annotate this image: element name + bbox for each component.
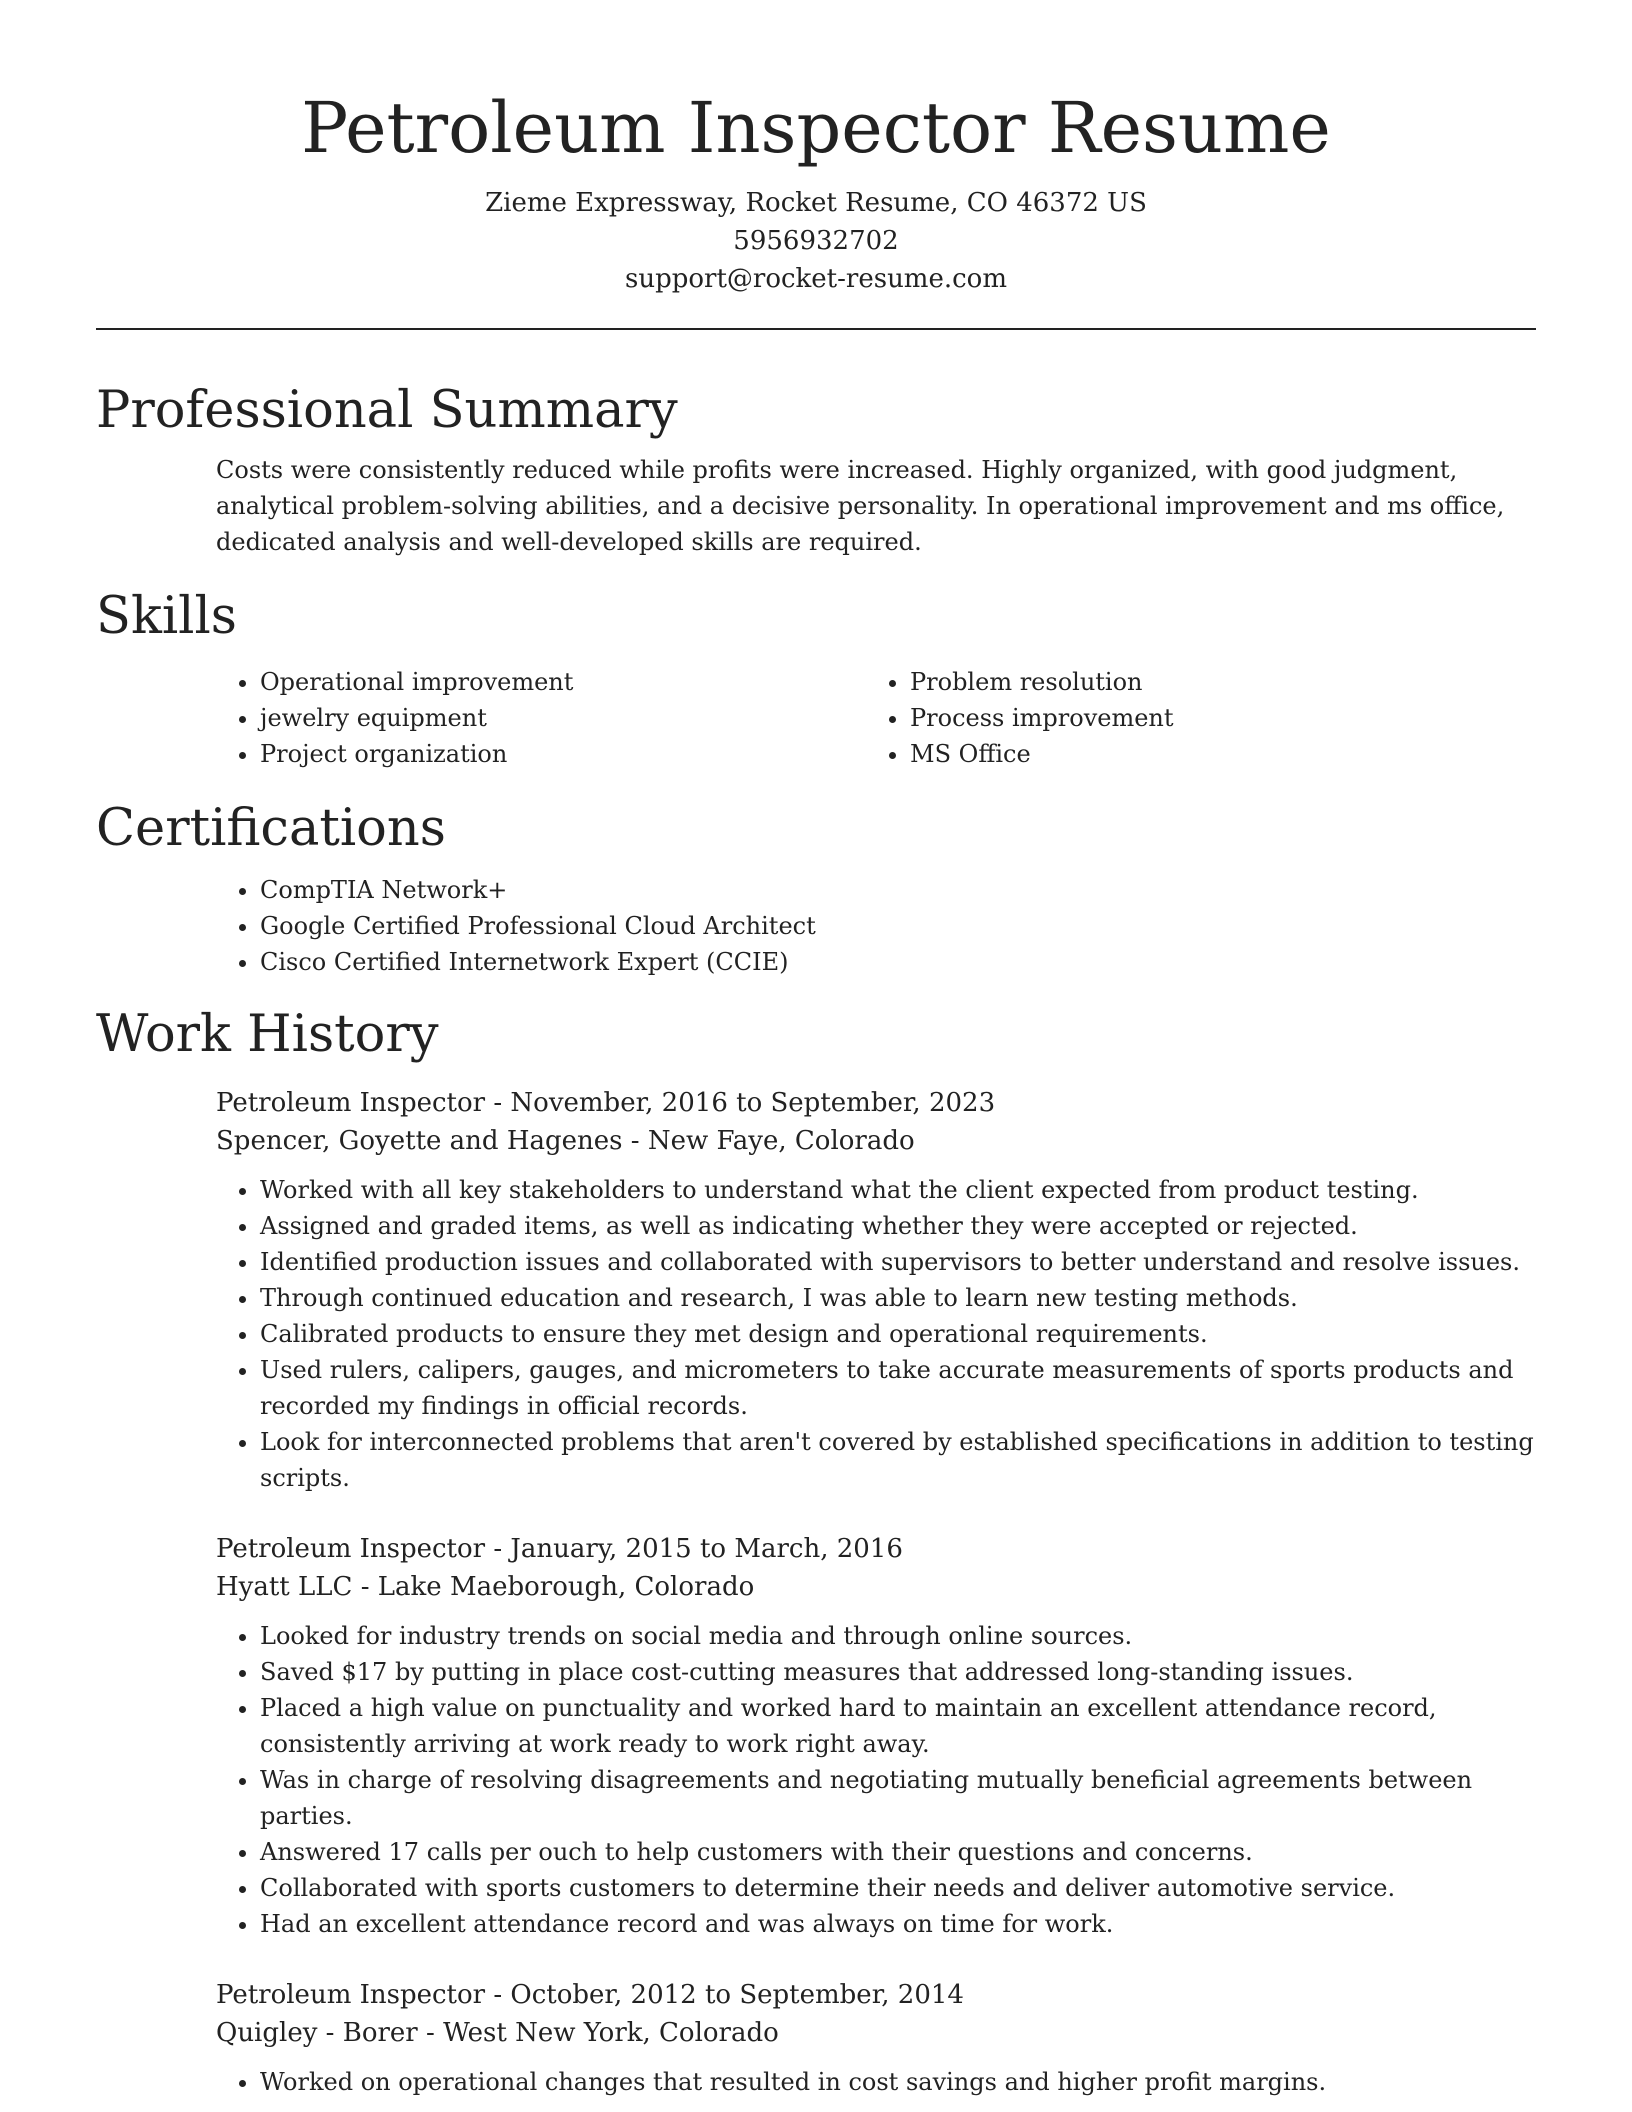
job-title: Petroleum Inspector [216,1534,486,1564]
job-bullet: • Looked for industry trends on social media and through online sources. [260,1618,1536,1654]
job-bullet: • Was in charge of resolving disagreements and negotiating mutually beneficial agreements between parties. [260,1762,1536,1834]
resume-title: Petroleum Inspector Resume [301,87,1331,169]
job-company-line: Hyatt LLC - Lake Maeborough, Colorado [216,1572,755,1602]
job-entry [216,1530,1536,1942]
summary-heading: Professional Summary [96,381,678,440]
job-bullet: • Worked with all key stakeholders to understand what the client expected from product testing. [260,1172,1536,1208]
certification-item: • CompTIA Network+ [260,872,1536,908]
resume-header [0,0,1632,298]
job-title: Petroleum Inspector [216,1088,486,1118]
job-bullet: • Look for interconnected problems that aren't covered by established specifications in addition to testing scripts. [260,1424,1536,1496]
summary-text-wrap [216,452,1536,560]
skills-heading: Skills [96,587,237,646]
job-bullet-list [216,1618,1536,1942]
job-company-line: Spencer, Goyette and Hagenes - New Faye, Colorado [216,1126,915,1156]
job-bullet: • Used rulers, calipers, gauges, and micrometers to take accurate measurements of sports products and recorded my findings in official records. [260,1352,1536,1424]
job-company: Hyatt LLC [216,1572,353,1602]
skill-item: • Process improvement [910,700,1516,736]
contact-phone: 5956932702 [733,226,899,256]
contact-block [0,184,1632,298]
job-title-line: Petroleum Inspector - January, 2015 to March, 2016 [216,1534,903,1564]
skills-grid [216,664,1536,772]
certifications-list [216,872,1536,980]
job-bullet: • Calibrated products to ensure they met design and operational requirements. [260,1316,1536,1352]
job-title-line: Petroleum Inspector - November, 2016 to September, 2023 [216,1088,996,1118]
job-bullet: • Placed a high value on punctuality and worked hard to maintain an excellent attendance record, consistently arriving at work ready to work right away. [260,1690,1536,1762]
skills-list-right [866,664,1516,772]
job-entry [216,1976,1536,2100]
job-bullet: • Collaborated with sports customers to determine their needs and deliver automotive service. [260,1870,1536,1906]
certification-item: • Cisco Certified Internetwork Expert (CCIE) [260,944,1536,980]
skill-item: • MS Office [910,736,1516,772]
job-dates: November, 2016 to September, 2023 [510,1088,996,1118]
job-bullet: • Through continued education and research, I was able to learn new testing methods. [260,1280,1536,1316]
job-bullet: • Had an excellent attendance record and was always on time for work. [260,1906,1536,1942]
certifications-heading: Certifications [96,799,446,858]
skills-list-left [216,664,866,772]
job-location: West New York, Colorado [443,2018,779,2048]
job-location: New Faye, Colorado [647,1126,915,1156]
job-bullet: • Answered 17 calls per ouch to help customers with their questions and concerns. [260,1834,1536,1870]
job-entry [216,1084,1536,1496]
job-company-line: Quigley - Borer - West New York, Colorado [216,2018,779,2048]
work-history-heading: Work History [96,1005,439,1064]
skill-item: • Operational improvement [260,664,866,700]
job-dates: October, 2012 to September, 2014 [510,1980,964,2010]
job-bullet: • Identified production issues and collaborated with supervisors to better understand and resolve issues. [260,1244,1536,1280]
summary-text: Costs were consistently reduced while profits were increased. Highly organized, with good judgment, analytical problem-solving abilities, and a decisive personality. In operational improvement and ms office, dedicated analysis and well-developed skills are required. [216,456,1505,556]
work-history-section [96,1000,1536,2100]
skill-item: • jewelry equipment [260,700,866,736]
job-dates: January, 2015 to March, 2016 [510,1534,903,1564]
header-divider [96,328,1536,330]
skill-item: • Problem resolution [910,664,1516,700]
job-bullet: • Assigned and graded items, as well as indicating whether they were accepted or rejected. [260,1208,1536,1244]
summary-section [96,376,1536,560]
certification-item: • Google Certified Professional Cloud Architect [260,908,1536,944]
skills-section [96,582,1536,772]
job-bullet: • Saved $17 by putting in place cost-cutting measures that addressed long-standing issues. [260,1654,1536,1690]
contact-address: Zieme Expressway, Rocket Resume, CO 46372 US [485,188,1147,218]
job-title-line: Petroleum Inspector - October, 2012 to September, 2014 [216,1980,964,2010]
skill-item: • Project organization [260,736,866,772]
job-bullet-list [216,2064,1536,2100]
job-company: Spencer, Goyette and Hagenes [216,1126,623,1156]
contact-email: support@rocket-resume.com [624,264,1007,294]
job-title: Petroleum Inspector [216,1980,486,2010]
job-location: Lake Maeborough, Colorado [377,1572,755,1602]
certifications-section [96,794,1536,980]
job-company: Quigley - Borer [216,2018,418,2048]
job-bullet-list [216,1172,1536,1496]
job-bullet: • Worked on operational changes that resulted in cost savings and higher profit margins. [260,2064,1536,2100]
